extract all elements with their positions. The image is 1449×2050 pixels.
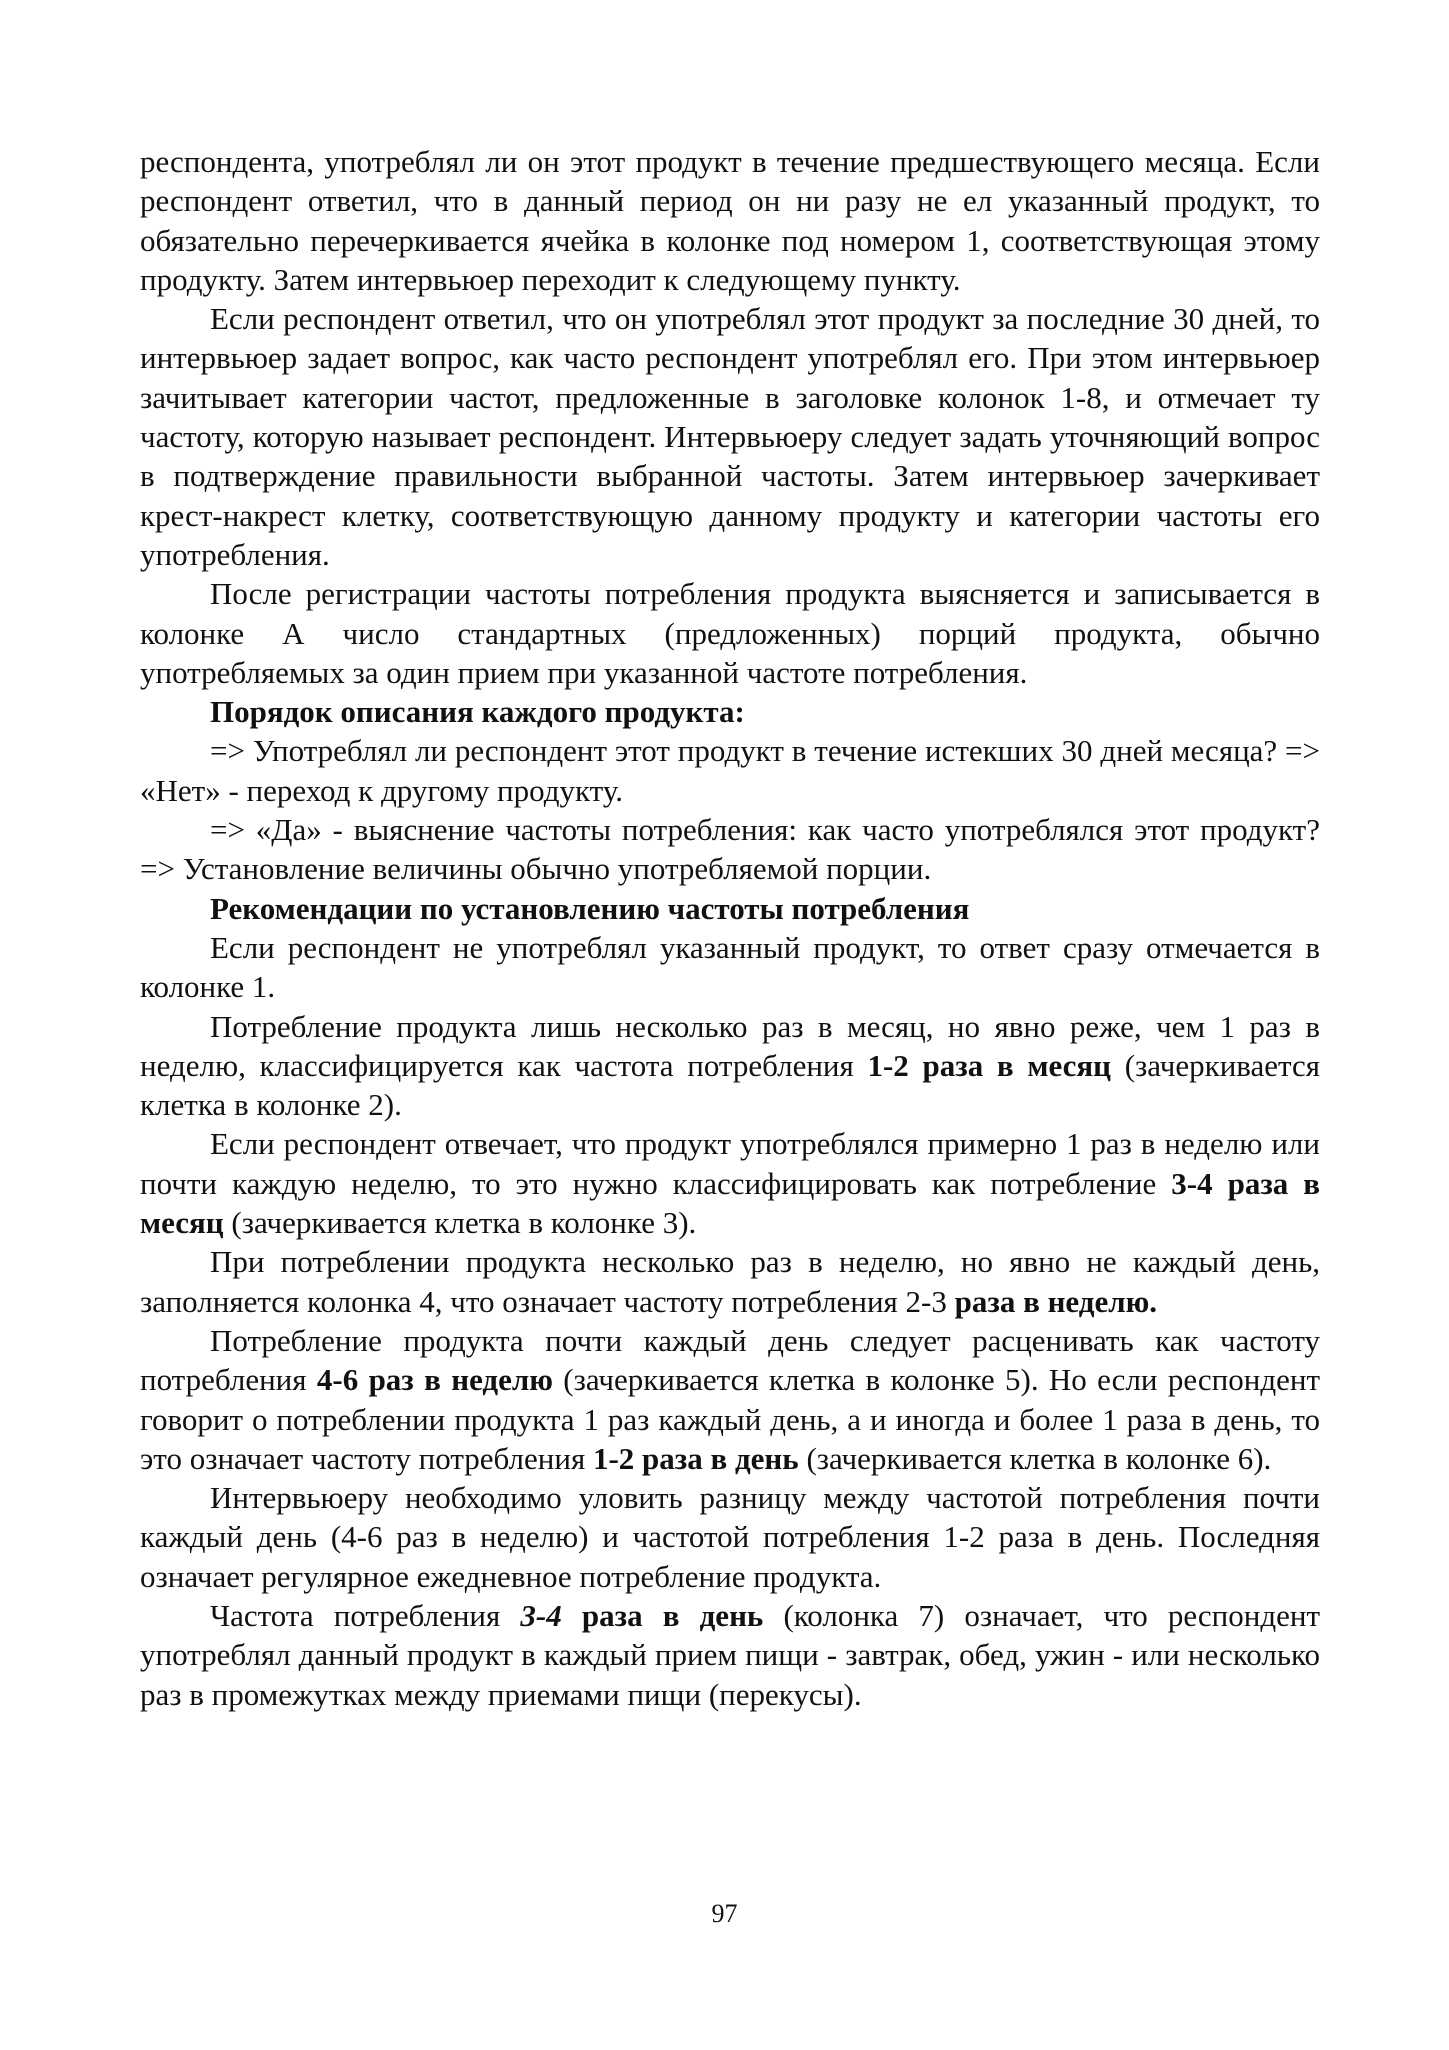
emphasis-text: 1-2 раза в месяц <box>867 1047 1112 1083</box>
page-number: 97 <box>711 1899 738 1928</box>
paragraph: Интервьюеру необходимо уловить разницу между частотой потребления почти каждый день (4-6 раз в неделю) и частотой потребления 1-2 раза в день. Последняя означает регулярное ежедневное потребление продукта. <box>140 1480 1320 1594</box>
paragraph-text: (зачеркивается клетка в колонке 5). Но если респондент говорит о потреблении продукта 1 раз каждый день, а и иногда и более 1 раза в день, то это означает частоту потребления <box>140 1362 1320 1476</box>
paragraph: Если респондент не употреблял указанный продукт, то ответ сразу отмечается в колонке 1. <box>140 929 1320 1005</box>
paragraph: После регистрации частоты потребления продукта выясняется и записывается в колонке А число стандартных (предложенных) порций продукта, обычно употребляемых за один прием при указанной частоте потребления. <box>140 576 1320 690</box>
paragraph: Если респондент ответил, что он употреблял этот продукт за последние 30 дней, то интервьюер задает вопрос, как часто респондент употреблял его. При этом интервьюер зачитывает категории частот, предложенные в заголовке колонок 1-8, и отмечает ту частоту, которую называет респондент. Интервьюеру следует задать уточняющий вопрос в подтверждение правильности выбранной частоты. Затем интервьюер зачеркивает крест-накрест клетку, соответствующую данному продукту и категории частоты его употребления. <box>140 301 1320 572</box>
paragraph: респондента, употреблял ли он этот продукт в течение предшествующего месяца. Если респондент ответил, что в данный период он ни разу не ел указанный продукт, то обязательно перечеркивается ячейка в колонке под номером 1, соответствующая этому продукту. Затем интервьюер переходит к следующему пункту. <box>140 144 1320 297</box>
emphasis-text: 1-2 раза в день <box>592 1440 799 1476</box>
paragraph <box>140 1596 1320 1714</box>
paragraph-text: Частота потребления <box>210 1597 521 1633</box>
paragraph-text: При потреблении продукта несколько раз в неделю, но явно не каждый день, заполняется колонка 4, что означает частоту потребления 2-3 <box>140 1244 1320 1319</box>
section-heading: Рекомендации по установлению частоты потребления <box>210 890 970 926</box>
paragraph-text: (зачеркивается клетка в колонке 6). <box>798 1440 1272 1476</box>
section-heading: Порядок описания каждого продукта: <box>210 694 745 730</box>
paragraph: => Употреблял ли респондент этот продукт в течение истекших 30 дней месяца? => «Нет» - переход к другому продукту. <box>140 733 1320 808</box>
paragraph-text: (зачеркивается клетка в колонке 3). <box>223 1205 697 1241</box>
paragraph <box>140 1242 1320 1321</box>
emphasis-text: раза в день <box>561 1597 764 1633</box>
emphasis-text: 3-4 раза в месяц <box>140 1165 1320 1241</box>
paragraph: => «Да» - выяснение частоты потребления: как часто употреблялся этот продукт? => Установление величины обычно употребляемой порции. <box>140 812 1320 887</box>
paragraph-text: Потребление продукта почти каждый день следует расценивать как частоту потребления <box>140 1322 1320 1398</box>
paragraph-text: (зачеркивается клетка в колонке 2). <box>140 1047 1320 1123</box>
body-text <box>140 142 1320 1714</box>
paragraph-text: Потребление продукта лишь несколько раз в месяц, но явно реже, чем 1 раз в неделю, классифицируется как частота потребления <box>140 1008 1320 1083</box>
emphasis-text: 4-6 раз в неделю <box>316 1362 553 1398</box>
paragraph-text: (колонка 7) означает, что респондент употреблял данный продукт в каждый прием пищи - завтрак, обед, ужин - или несколько раз в промежутках между приемами пищи (перекусы). <box>140 1597 1320 1712</box>
emphasis-text: раза в неделю. <box>954 1283 1158 1319</box>
paragraph <box>140 1007 1320 1125</box>
emphasis-text: 3-4 <box>520 1597 562 1633</box>
paragraph <box>140 1321 1320 1478</box>
paragraph <box>140 1124 1320 1242</box>
paragraph-text: Если респондент отвечает, что продукт употреблялся примерно 1 раз в неделю или почти каждую неделю, то это нужно классифицировать как потребление <box>140 1126 1320 1201</box>
